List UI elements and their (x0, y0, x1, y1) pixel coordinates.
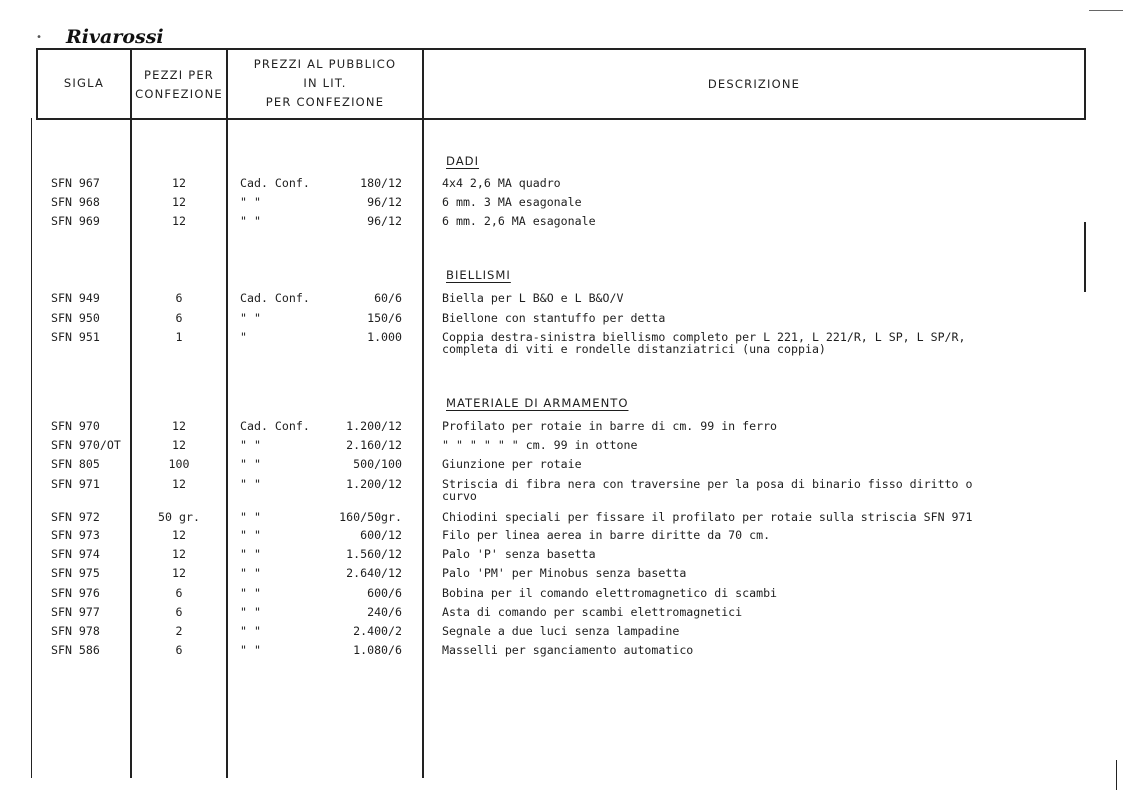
item-price: 160/50gr. (339, 510, 402, 524)
item-quantity: 12 (172, 176, 186, 190)
item-code: SFN 972 (51, 510, 100, 524)
item-price-unit: " " (240, 311, 261, 325)
item-price: 600/12 (360, 528, 402, 542)
item-price-unit: " " (240, 547, 261, 561)
item-price-unit: " " (240, 528, 261, 542)
item-price-unit: " " (240, 438, 261, 452)
item-description: 4x4 2,6 MA quadro (442, 176, 561, 190)
header-pezzi (132, 66, 226, 104)
item-quantity: 6 (175, 643, 183, 657)
item-price: 500/100 (353, 457, 402, 471)
item-code: SFN 967 (51, 176, 100, 190)
item-price-unit: Cad. Conf. (240, 176, 310, 190)
item-quantity: 12 (172, 419, 186, 433)
item-code: SFN 978 (51, 624, 100, 638)
item-price-unit: " " (240, 605, 261, 619)
header-pezzi-line-2: CONFEZIONE (135, 87, 223, 101)
corner-mark (1089, 10, 1123, 11)
header-prezzi-line-3: PER CONFEZIONE (265, 95, 385, 109)
header-bottom-border (36, 118, 1086, 120)
header-prezzi-line-1: PREZZI AL PUBBLICO (253, 57, 397, 71)
header-descrizione: DESCRIZIONE (707, 77, 801, 91)
item-quantity: 12 (172, 566, 186, 580)
item-price: 2.160/12 (346, 438, 402, 452)
header-prezzi-line-2: IN LIT. (303, 76, 347, 90)
section-title: DADI (446, 154, 480, 168)
item-code: SFN 950 (51, 311, 100, 325)
left-margin-line (31, 118, 32, 778)
item-price-unit: " " (240, 586, 261, 600)
item-quantity: 12 (172, 195, 186, 209)
item-code: SFN 970 (51, 419, 100, 433)
item-code: SFN 976 (51, 586, 100, 600)
item-quantity: 100 (168, 457, 190, 471)
item-price-unit: " " (240, 195, 261, 209)
item-price-unit: Cad. Conf. (240, 291, 310, 305)
right-margin-line-a (1084, 222, 1086, 292)
item-description: 6 mm. 2,6 MA esagonale (442, 214, 596, 228)
item-price-unit: " " (240, 510, 261, 524)
item-description: Chiodini speciali per fissare il profilato per rotaie sulla striscia SFN 971 (442, 510, 973, 524)
item-quantity: 6 (175, 311, 183, 325)
item-description: Palo 'P' senza basetta (442, 547, 596, 561)
item-price: 1.200/12 (346, 419, 402, 433)
brand-mark-icon: • (36, 32, 43, 43)
item-price-unit: " " (240, 624, 261, 638)
item-description: Bobina per il comando elettromagnetico di scambi (442, 586, 778, 600)
column-divider-right (1084, 48, 1086, 118)
item-description: Masselli per sganciamento automatico (442, 643, 694, 657)
header-pezzi-line-1: PEZZI PER (144, 68, 214, 82)
item-code: SFN 805 (51, 457, 100, 471)
item-code: SFN 973 (51, 528, 100, 542)
item-description: Striscia di fibra nera con traversine per la posa di binario fisso diritto o (442, 477, 973, 491)
item-description: Profilato per rotaie in barre di cm. 99 in ferro (442, 419, 778, 433)
item-quantity: 1 (175, 330, 183, 344)
item-code: SFN 970/OT (51, 438, 121, 452)
item-price: 1.560/12 (346, 547, 402, 561)
header-sigla: SIGLA (63, 76, 105, 90)
item-code: SFN 975 (51, 566, 100, 580)
item-quantity: 12 (172, 214, 186, 228)
item-code: SFN 977 (51, 605, 100, 619)
item-price-unit: " " (240, 214, 261, 228)
item-price-unit: " " (240, 566, 261, 580)
item-price-unit: " " (240, 457, 261, 471)
item-quantity: 12 (172, 547, 186, 561)
item-price: 60/6 (374, 291, 402, 305)
right-margin-line-b (1116, 760, 1117, 790)
header-prezzi (228, 55, 422, 112)
item-quantity: 6 (175, 291, 183, 305)
item-description: curvo (442, 489, 477, 503)
item-quantity: 6 (175, 586, 183, 600)
item-price: 1.000 (367, 330, 402, 344)
item-price: 96/12 (367, 195, 402, 209)
item-price-unit: " " (240, 477, 261, 491)
item-price: 2.400/2 (353, 624, 402, 638)
item-code: SFN 951 (51, 330, 100, 344)
item-description: " " " " " " cm. 99 in ottone (442, 438, 638, 452)
item-quantity: 2 (175, 624, 183, 638)
item-price-unit: Cad. Conf. (240, 419, 310, 433)
item-code: SFN 586 (51, 643, 100, 657)
item-code: SFN 968 (51, 195, 100, 209)
table-top-border (36, 48, 1086, 50)
item-price-unit: " " (240, 643, 261, 657)
item-price: 240/6 (367, 605, 402, 619)
item-price: 180/12 (360, 176, 402, 190)
item-description: Asta di comando per scambi elettromagnetici (442, 605, 743, 619)
item-description: Coppia destra-sinistra biellismo completo per L 221, L 221/R, L SP, L SP/R, (442, 330, 966, 344)
item-price: 150/6 (367, 311, 402, 325)
item-price: 600/6 (367, 586, 402, 600)
item-description: Palo 'PM' per Minobus senza basetta (442, 566, 687, 580)
item-description: 6 mm. 3 MA esagonale (442, 195, 582, 209)
item-quantity: 12 (172, 528, 186, 542)
column-divider-3 (422, 48, 424, 778)
item-code: SFN 949 (51, 291, 100, 305)
item-description: Giunzione per rotaie (442, 457, 582, 471)
item-description: completa di viti e rondelle distanziatrici (una coppia) (442, 342, 826, 356)
item-code: SFN 974 (51, 547, 100, 561)
item-price: 1.200/12 (346, 477, 402, 491)
item-quantity: 50 gr. (158, 510, 200, 524)
column-divider-2 (226, 48, 228, 778)
item-price: 1.080/6 (353, 643, 402, 657)
item-price: 96/12 (367, 214, 402, 228)
item-description: Biella per L B&O e L B&O/V (442, 291, 624, 305)
item-quantity: 12 (172, 438, 186, 452)
item-description: Filo per linea aerea in barre diritte da 70 cm. (442, 528, 771, 542)
item-quantity: 12 (172, 477, 186, 491)
item-quantity: 6 (175, 605, 183, 619)
section-title: MATERIALE DI ARMAMENTO (446, 396, 629, 410)
item-price: 2.640/12 (346, 566, 402, 580)
column-divider-1 (130, 48, 132, 778)
brand-logo: Rivarossi (66, 26, 164, 48)
item-description: Biellone con stantuffo per detta (442, 311, 666, 325)
item-code: SFN 971 (51, 477, 100, 491)
item-code: SFN 969 (51, 214, 100, 228)
item-price-unit: " (240, 330, 247, 344)
item-description: Segnale a due luci senza lampadine (442, 624, 680, 638)
section-title: BIELLISMI (446, 268, 511, 282)
